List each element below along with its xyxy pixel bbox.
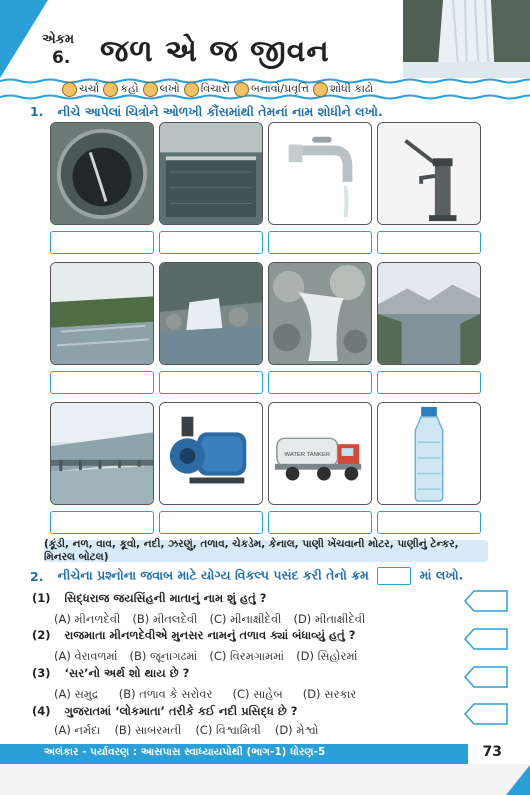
answer-box-pond[interactable]: [159, 231, 263, 254]
mcq-1-option-a: (A) મીનળદેવી: [54, 612, 121, 626]
mcq-3-question: ‘સર’નો અર્થ શો થાય છે ?: [64, 666, 190, 680]
image-cell-hand-pump: [377, 122, 481, 254]
mcq-1-question: સિદ્ધરાજ જયસિંહની માતાનું નામ શું હતું ?: [64, 591, 267, 605]
image-row-2: [50, 262, 482, 394]
mcq-4-option-d: (D) મેશ્વો: [274, 723, 319, 737]
mcq-3-answer-box[interactable]: [464, 666, 508, 688]
image-cell-water-tanker: [268, 402, 372, 534]
mcq-2: [32, 628, 452, 664]
mcq-3-option-b: (B) તળાવ કે સરોવર: [118, 687, 213, 701]
page-title: જળ એ જ જીવન: [100, 34, 330, 69]
image-cell-check-dam: [50, 402, 154, 534]
answer-box-hand-pump[interactable]: [377, 231, 481, 254]
mineral-bottle-icon: [377, 402, 481, 505]
mcq-1-answer-box[interactable]: [464, 590, 508, 612]
mcq-4-option-a: (A) નર્મદા: [54, 723, 101, 737]
check-dam-icon: [50, 402, 154, 505]
image-cell-tap: [268, 122, 372, 254]
mcq-1: [32, 591, 452, 627]
image-cell-spring: [268, 262, 372, 394]
tanker-label: WATER TANKER: [284, 451, 330, 458]
mcq-4-answer-box[interactable]: [464, 703, 508, 725]
mcq-4-option-c: (C) વિશ્વામિત્રી: [195, 723, 261, 737]
answer-box-spring[interactable]: [268, 371, 372, 394]
question-1-text: નીચે આપેલાં ચિત્રોને ઓળખી કૌંસમાંથી તેમનાં નામ શોધીને લખો.: [57, 104, 383, 119]
answer-sample-box: [377, 567, 411, 585]
mcq-1-option-c: (C) મીનાક્ષીદેવી: [209, 612, 282, 626]
question-1-number: 1.: [30, 104, 44, 119]
question-2-number: 2.: [30, 568, 44, 584]
image-row-3: [50, 402, 482, 534]
activity-legend: [62, 80, 373, 98]
water-motor-icon: [159, 402, 263, 505]
image-cell-river: [377, 262, 481, 394]
speak-icon: [103, 82, 118, 97]
stream-icon: [159, 262, 263, 365]
image-cell-water-motor: [159, 402, 263, 534]
question-2-text: નીચેના પ્રશ્નોના જવાબ માટે યોગ્ય વિકલ્પ પસંદ કરી તેનો ક્રમ: [57, 567, 369, 583]
footer-text: અલંકાર - પર્યાવરણ : આસપાસ સ્વાધ્યાયપોથી (ભાગ-1) ધોરણ-5: [44, 746, 326, 758]
mcq-3-option-a: (A) સમુદ્ર: [54, 687, 99, 701]
well-icon: [50, 122, 154, 225]
water-tanker-icon: [268, 402, 372, 505]
answer-box-stream[interactable]: [159, 371, 263, 394]
answer-box-mineral-bottle[interactable]: [377, 511, 481, 534]
think-icon: [184, 82, 199, 97]
page-number: 73: [482, 744, 502, 760]
mcq-2-option-a: (A) વેરાવળમાં: [54, 649, 118, 663]
pond-icon: [159, 122, 263, 225]
mcq-3-number: (3): [32, 666, 51, 680]
write-icon: [143, 82, 158, 97]
image-cell-mineral-bottle: [377, 402, 481, 534]
activity-think: વિચારો: [184, 82, 230, 97]
mcq-1-option-b: (B) મીતલદેવી: [132, 612, 198, 626]
image-cell-stream: [159, 262, 263, 394]
answer-box-check-dam[interactable]: [50, 511, 154, 534]
mcq-3-option-d: (D) સરકાર: [302, 687, 357, 701]
unit-badge: [38, 30, 86, 72]
answer-box-canal[interactable]: [50, 371, 154, 394]
image-row-1: [50, 122, 482, 254]
mcq-2-answer-box[interactable]: [464, 628, 508, 650]
activity-make: બનાવો/પ્રવૃત્તિ: [234, 82, 309, 97]
unit-label: એકમ: [42, 32, 75, 47]
answer-box-well[interactable]: [50, 231, 154, 254]
activity-discussion: ચર્ચા: [62, 82, 99, 97]
mcq-1-option-d: (D) મીતાક્ષીદેવી: [293, 612, 366, 626]
question-2-text-after: માં લખો.: [419, 567, 464, 583]
word-options-bar: (કૂંડી, નળ, વાવ, કૂવો, નદી, ઝરણું, તળાવ, ચેકડેમ, કેનાલ, પાણી ખેંચવાની મોટર, પાણીનું ટેન્કર, મિનરલ બોટલ): [44, 540, 488, 562]
search-icon: [313, 82, 328, 97]
mcq-4: [32, 704, 452, 738]
make-icon: [234, 82, 249, 97]
unit-number: 6.: [52, 48, 71, 68]
mcq-2-option-c: (C) વિરમગામમાં: [209, 649, 285, 663]
mcq-3: [32, 666, 452, 702]
image-cell-well: [50, 122, 154, 254]
mcq-2-option-b: (B) જૂનાગઢમાં: [129, 649, 198, 663]
mcq-2-number: (2): [32, 628, 51, 642]
waterfall-image: [403, 0, 530, 78]
river-icon: [377, 262, 481, 365]
mcq-1-number: (1): [32, 591, 51, 605]
discussion-icon: [62, 82, 77, 97]
hand-pump-icon: [377, 122, 481, 225]
mcq-2-question: રાજમાતા મીનળદેવીએ મુનસર નામનું તળાવ ક્યાં બંધાવ્યું હતું ?: [64, 628, 356, 642]
answer-box-water-motor[interactable]: [159, 511, 263, 534]
question-2: [30, 567, 463, 585]
activity-search: શોધી કાઢો: [313, 82, 373, 97]
question-1: [30, 104, 383, 120]
activity-speak: કહો: [103, 82, 138, 97]
canal-icon: [50, 262, 154, 365]
answer-box-river[interactable]: [377, 371, 481, 394]
mcq-4-number: (4): [32, 704, 51, 718]
mcq-4-question: ગુજરાતમાં ‘લોકમાતા’ તરીકે કઈ નદી પ્રસિદ્ધ છે ?: [64, 704, 298, 718]
footer-corner-decoration: [506, 765, 530, 795]
answer-box-tap[interactable]: [268, 231, 372, 254]
mcq-2-option-d: (D) સિહોરમાં: [296, 649, 358, 663]
bottom-margin: [0, 764, 530, 795]
image-cell-canal: [50, 262, 154, 394]
mcq-4-option-b: (B) સાબરમતી: [114, 723, 182, 737]
answer-box-water-tanker[interactable]: [268, 511, 372, 534]
activity-write: લખો: [143, 82, 180, 97]
tap-icon: [268, 122, 372, 225]
mcq-3-option-c: (C) સાહેબ: [232, 687, 283, 701]
image-cell-pond: [159, 122, 263, 254]
spring-icon: [268, 262, 372, 365]
